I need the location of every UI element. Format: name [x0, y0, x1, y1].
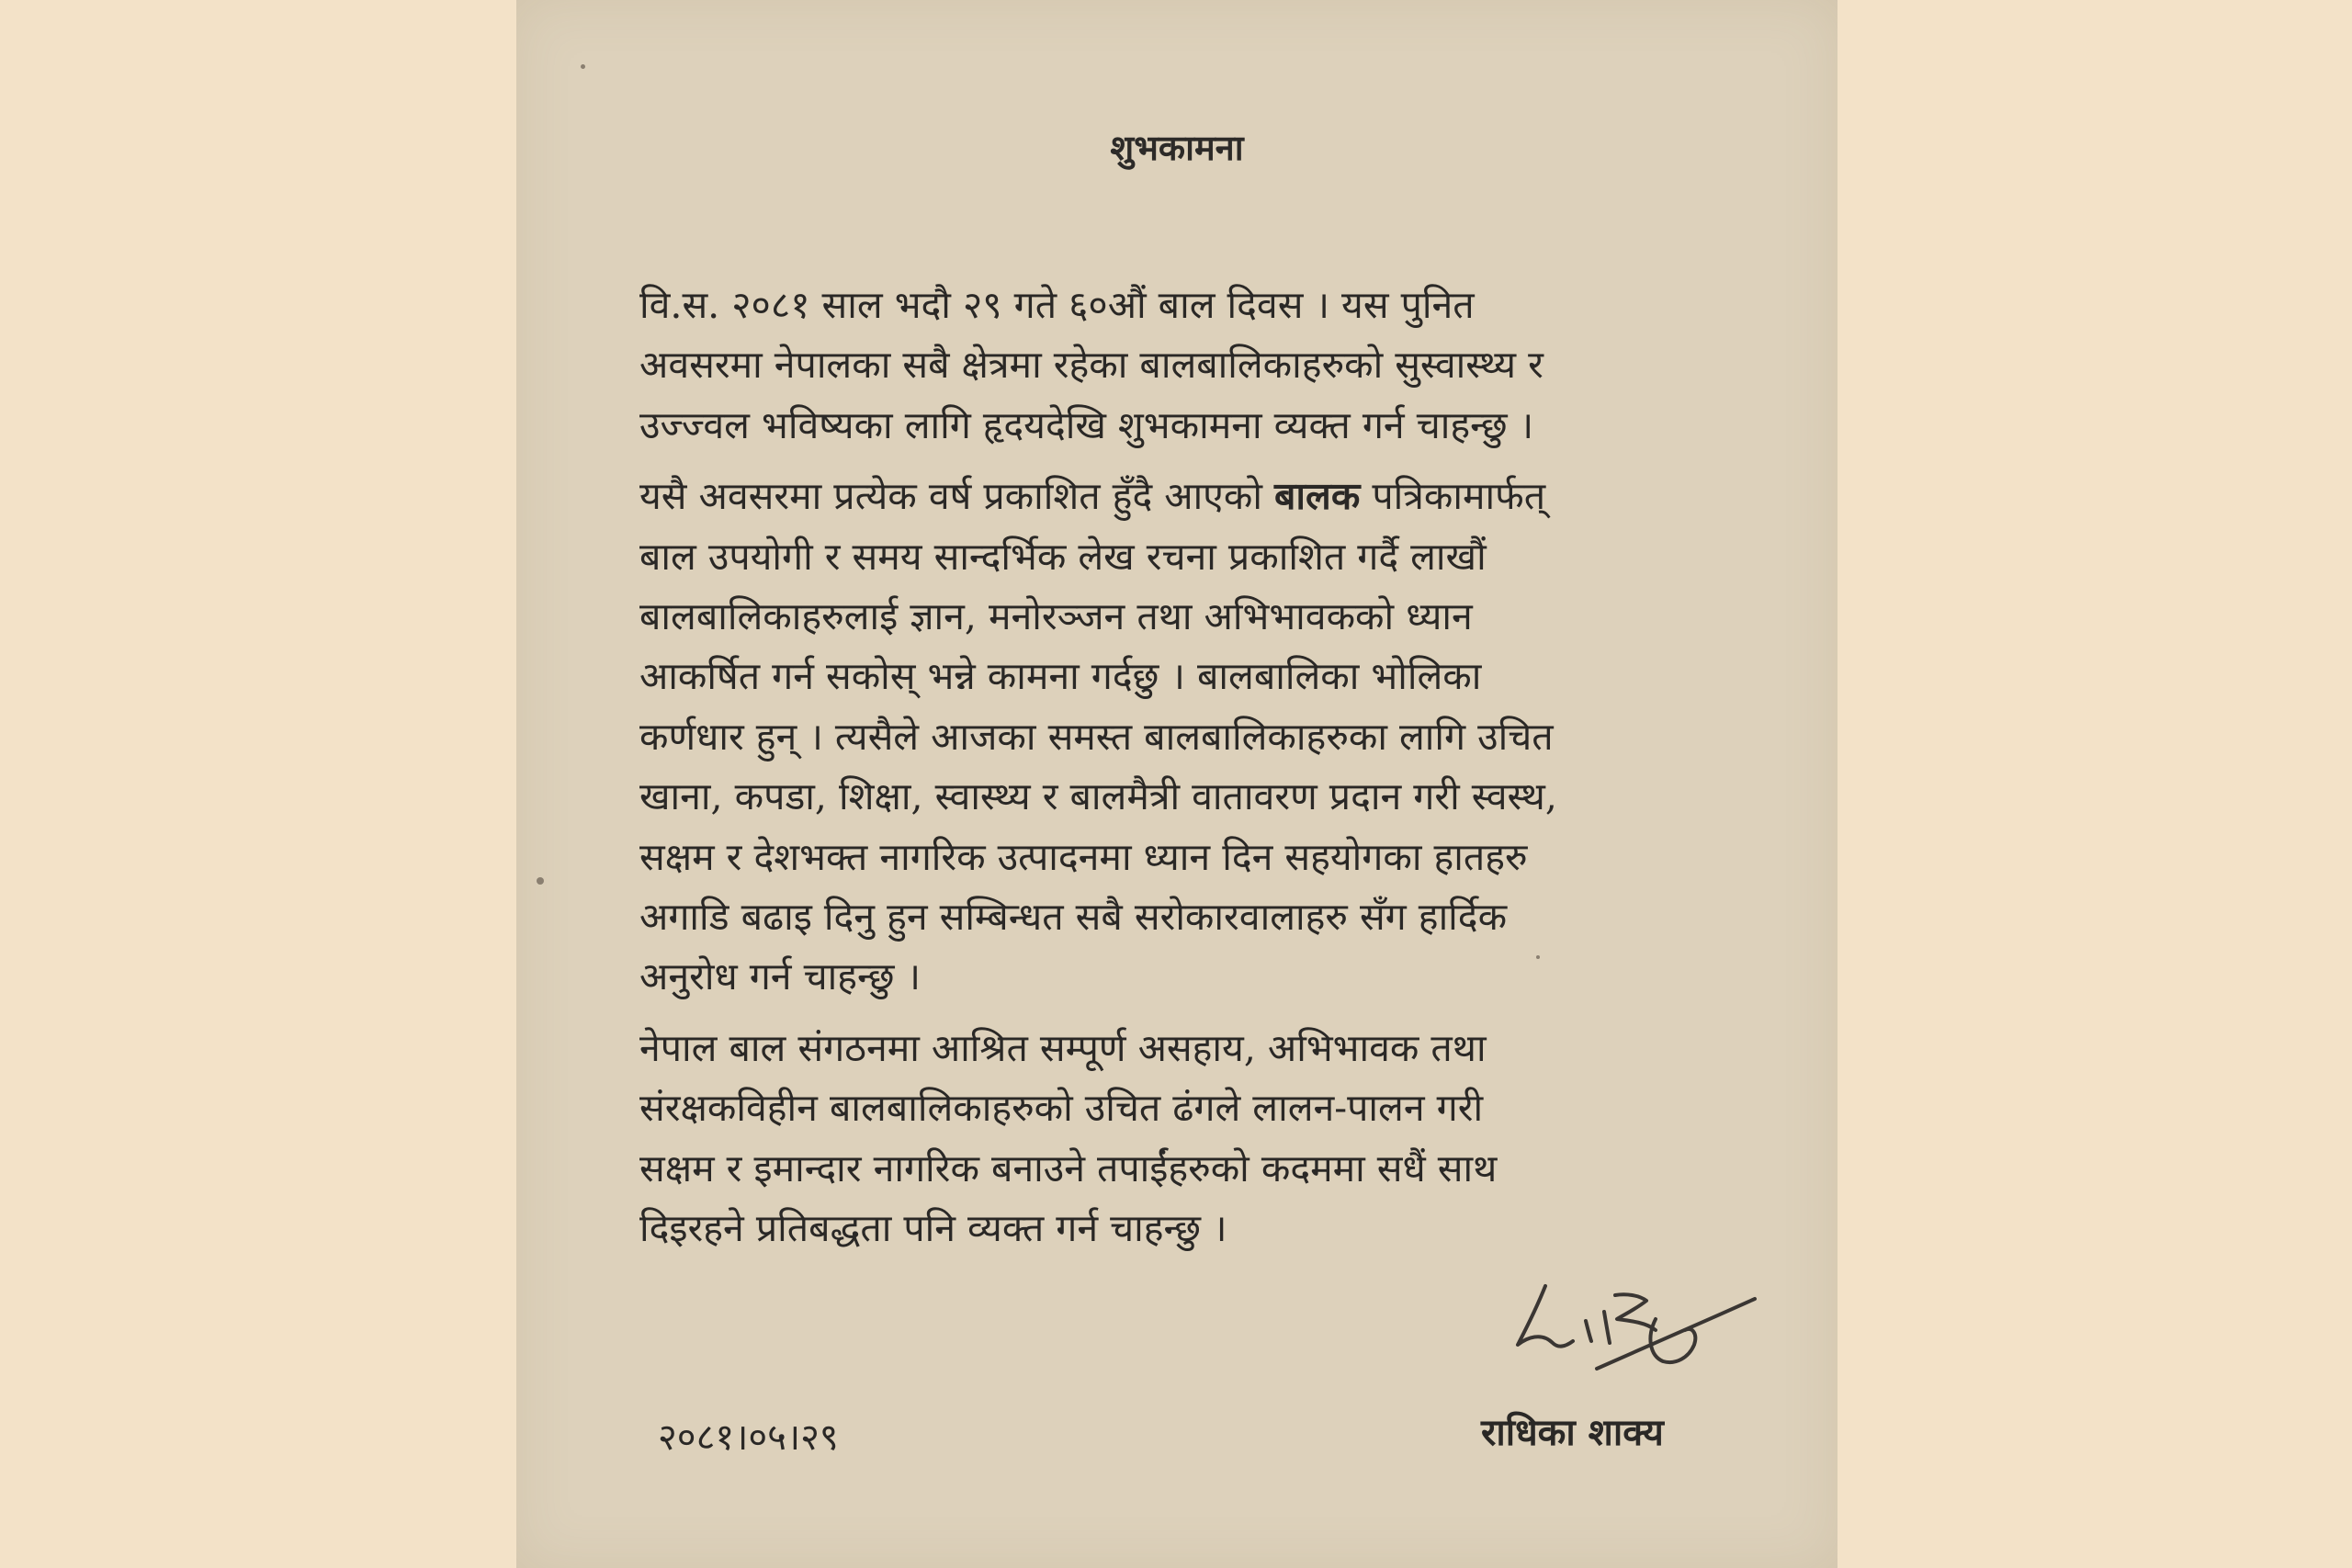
paragraph-line [639, 467, 1724, 526]
magazine-name: बालक [1274, 474, 1361, 519]
letter-page [516, 0, 1838, 1568]
paragraph-line: आकर्षित गर्न सकोस् भन्ने कामना गर्दछु । बालबालिका भोलिका [639, 654, 1482, 699]
paragraph-line: अगाडि बढाइ दिनु हुन सम्बिन्धत सबै सरोकारवालाहरु सँग हार्दिक [639, 895, 1508, 940]
handwritten-signature-icon [1509, 1268, 1766, 1396]
paragraph-line: उज्ज्वल भविष्यका लागि हृदयदेखि शुभकामना व्यक्त गर्न चाहन्छु । [639, 402, 1534, 447]
paragraph-1 [639, 276, 1724, 456]
paragraph-line: बाल उपयोगी र समय सान्दर्भिक लेख रचना प्रकाशित गर्दै लाखौं [639, 534, 1487, 579]
letter-body [639, 276, 1724, 1270]
paragraph-line: सक्षम र इमान्दार नागरिक बनाउने तपाईंहरुको कदममा सधैं साथ [639, 1145, 1498, 1190]
paragraph-line: अवसरमा नेपालका सबै क्षेत्रमा रहेका बालबालिकाहरुको सुस्वास्थ्य र [639, 343, 1544, 388]
letter-date: २०८१।०५।२९ [658, 1416, 839, 1459]
paper-speck [581, 64, 585, 69]
paper-speck [537, 877, 544, 885]
paragraph-line: खाना, कपडा, शिक्षा, स्वास्थ्य र बालमैत्री वातावरण प्रदान गरी स्वस्थ, [639, 774, 1557, 819]
paragraph-line: अनुरोध गर्न चाहन्छु । [639, 954, 922, 999]
paragraph-3 [639, 1019, 1724, 1259]
paragraph-line: सक्षम र देशभक्त नागरिक उत्पादनमा ध्यान दिन सहयोगका हातहरु [639, 834, 1528, 879]
letter-title: शुभकामना [1110, 127, 1244, 168]
paragraph-text: यसै अवसरमा प्रत्येक वर्ष प्रकाशित हुँदै आएको [639, 474, 1262, 519]
paragraph-line: वि.स. २०८१ साल भदौ २९ गते ६०औं बाल दिवस । यस पुनित [639, 283, 1475, 327]
paragraph-text: पत्रिकामार्फत् [1372, 474, 1546, 519]
paragraph-line: दिइरहने प्रतिबद्धता पनि व्यक्त गर्न चाहन्छु । [639, 1206, 1227, 1251]
signatory-name: राधिका शाक्य [1481, 1411, 1664, 1454]
paragraph-line: कर्णधार हुन् । त्यसैले आजका समस्त बालबालिकाहरुका लागि उचित [639, 714, 1554, 759]
paragraph-line: संरक्षकविहीन बालबालिकाहरुको उचित ढंगले लालन-पालन गरी [639, 1086, 1484, 1131]
paragraph-line: नेपाल बाल संगठनमा आश्रित सम्पूर्ण असहाय, अभिभावक तथा [639, 1025, 1487, 1070]
paragraph-line: बालबालिकाहरुलाई ज्ञान, मनोरञ्जन तथा अभिभावकको ध्यान [639, 594, 1473, 639]
paragraph-2 [639, 467, 1724, 1008]
